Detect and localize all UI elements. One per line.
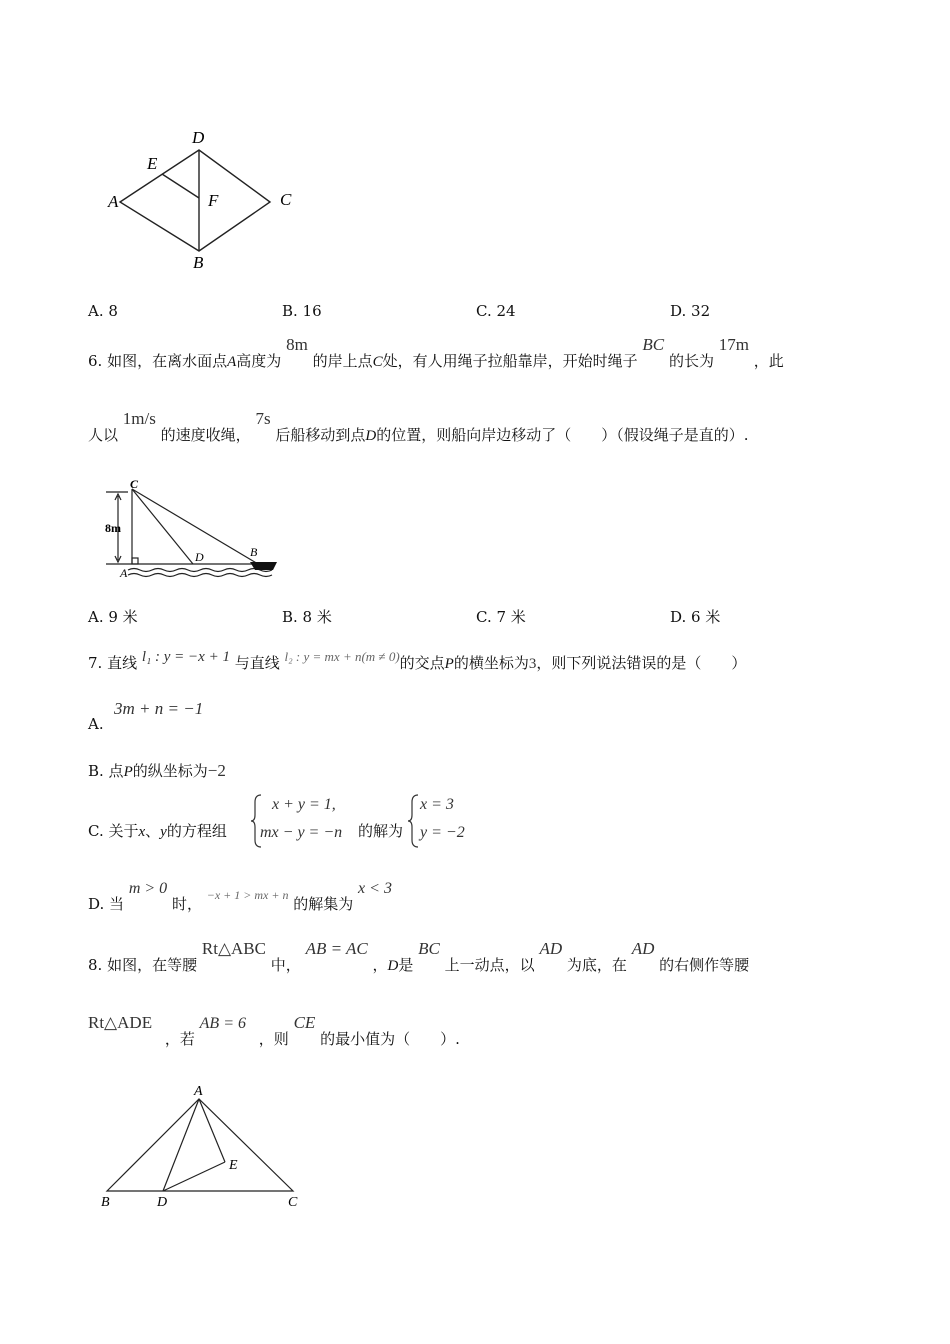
fig6-label-d: D [195, 550, 204, 564]
fig5-label-f: F [208, 191, 219, 210]
fig6-label-b: B [250, 545, 258, 559]
fig5-label-c: C [280, 190, 292, 209]
fig5-label-b: B [193, 253, 204, 272]
q5-option-c: C. 24 [476, 302, 516, 320]
fig6-label-c: C [130, 478, 139, 491]
question-7: 7. 直线 l₁ : y = −x + 1 与直线 l₂ : y = mx + n(m ≠ 0)的交点P的横坐标为3，则下列说法错误的是（ ） [88, 649, 747, 672]
q6-option-b: B. 8 米 [282, 608, 332, 626]
q7-option-a-label: A. [88, 715, 104, 733]
q7-solution-y: y = −2 [420, 824, 465, 841]
figure-boat [100, 478, 290, 588]
q6-option-c: C. 7 米 [476, 608, 526, 626]
question-6-line-2: 人以 1m/s 的速度收绳， 7s 后船移动到点D的位置，则船向岸边移动了（ ）（假设绳子是直的）. [88, 409, 749, 444]
fig5-label-d: D [192, 128, 205, 147]
q7-option-b: B. 点P的纵坐标为−2 [88, 761, 226, 780]
fig8-label-b: B [101, 1195, 110, 1210]
fig6-label-8m: 8m [105, 521, 121, 535]
fig5-label-a: A [108, 192, 119, 211]
q6-option-a: A. 9 米 [88, 608, 138, 626]
fig8-label-c: C [288, 1195, 298, 1210]
figure-rhombus [100, 125, 310, 275]
q5-option-b: B. 16 [282, 302, 322, 320]
fig6-label-a: A [120, 566, 128, 580]
q7-solution-brace [408, 794, 420, 848]
q7-option-a-math: 3m + n = −1 [114, 699, 204, 718]
figure-triangle [95, 1078, 315, 1213]
fig5-label-e: E [147, 154, 158, 173]
question-8-line-2: Rt△ADE ，若 AB = 6 ，则 CE 的最小值为（ ）. [88, 1013, 460, 1048]
q7-option-c-mid: 的解为 [358, 822, 404, 840]
q5-option-d: D. 32 [670, 302, 711, 320]
q7-system-eq2: mx − y = −n [260, 824, 343, 841]
fig8-label-e: E [229, 1158, 238, 1173]
fig8-label-d: D [157, 1195, 168, 1210]
q7-option-c-text: C. 关于x、y的方程组 [88, 822, 227, 840]
q5-option-a: A. 8 [88, 302, 118, 320]
fig8-label-a: A [194, 1084, 203, 1099]
q7-system-eq1: x + y = 1, [272, 796, 336, 813]
q7-option-d: D. 当 m > 0 时， $^{-x + 1 > mx + n}$ 的解集为 x < 3 [88, 880, 392, 913]
q6-option-d: D. 6 米 [670, 608, 721, 626]
question-8-line-1: 8. 如图，在等腰 Rt△ABC 中， AB = AC ，D是 BC 上一动点，以 AD 为底，在 AD 的右侧作等腰 [88, 939, 750, 974]
question-6-line-1: 6. 如图，在离水面点A高度为 8m 的岸上点C处，有人用绳子拉船靠岸，开始时绳子 BC 的长为 17m ，此 [88, 335, 784, 370]
q7-solution-x: x = 3 [420, 796, 454, 813]
